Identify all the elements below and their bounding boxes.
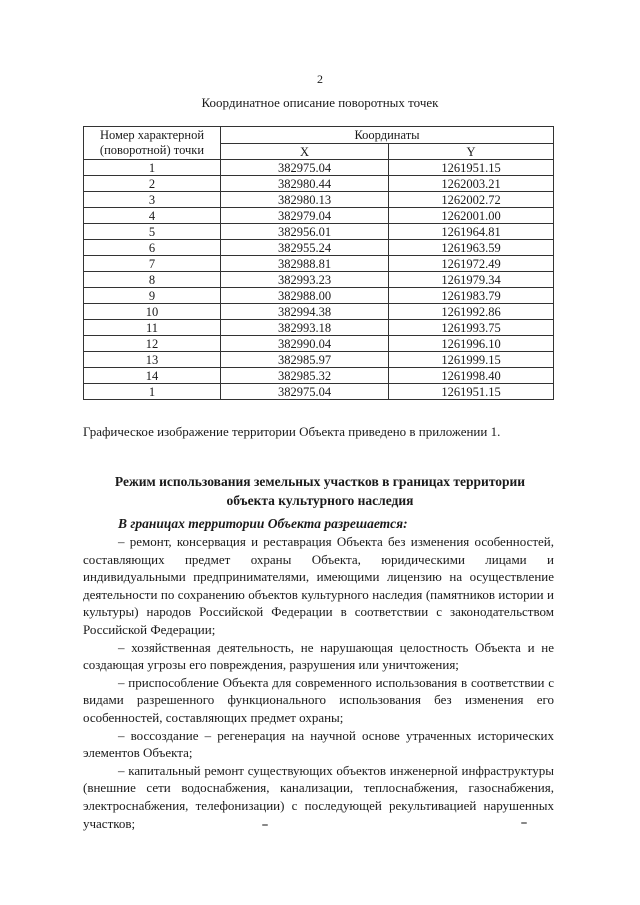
page-number: 2	[317, 72, 323, 86]
cell-x: 382980.13	[221, 192, 389, 208]
table-row	[84, 192, 554, 208]
cell-point-number: 3	[84, 192, 221, 208]
cell-y: 1261963.59	[389, 240, 554, 256]
cell-point-number: 5	[84, 224, 221, 240]
cell-x: 382979.04	[221, 208, 389, 224]
cell-y: 1262001.00	[389, 208, 554, 224]
cell-x: 382993.23	[221, 272, 389, 288]
table-row	[84, 320, 554, 336]
cell-point-number: 2	[84, 176, 221, 192]
cell-y: 1261972.49	[389, 256, 554, 272]
cell-y: 1262002.72	[389, 192, 554, 208]
cell-y: 1262003.21	[389, 176, 554, 192]
cell-point-number: 14	[84, 368, 221, 384]
cell-y: 1261951.15	[389, 160, 554, 176]
table-row	[84, 288, 554, 304]
table-row	[84, 304, 554, 320]
coordinates-body	[84, 160, 554, 400]
paragraph-economic-activity: – хозяйственная деятельность, не нарушающая целостность Объекта и не создающая угрозы его повреждения, разрушения или уничтожения;	[83, 639, 554, 673]
paragraph-restoration: – ремонт, консервация и реставрация Объекта без изменения особенностей, составляющих предмет охраны Объекта, юридическими лицами и индивидуальными предпринимателями, имеющими лицензию на осуществление деятельности по сохранению объектов культурного наследия (памятников истории и культуры) народов Российской Федерации в соответствии с законодательством Российской Федерации;	[83, 534, 554, 637]
paragraph-recreation: – воссоздание – регенерация на научной основе утраченных исторических элементов Объекта;	[83, 727, 554, 761]
paragraph-adaptation: – приспособление Объекта для современного использования в соответствии с видами разрешенного функционального использования без изменения его особенностей, составляющих предмет охраны;	[83, 674, 554, 725]
table-title: Координатное описание поворотных точек	[201, 95, 439, 110]
cell-point-number: 4	[84, 208, 221, 224]
cell-x: 382988.81	[221, 256, 389, 272]
table-row	[84, 272, 554, 288]
cell-point-number: 9	[84, 288, 221, 304]
table-row	[84, 256, 554, 272]
scan-artifacts	[0, 822, 640, 832]
cell-point-number: 1	[84, 160, 221, 176]
paragraph-infrastructure-repair: – капитальный ремонт существующих объектов инженерной инфраструктуры (внешние сети водоснабжения, канализации, теплоснабжения, газоснабжения, электроснабжения, телефонизации) с последующей рекультивацией нарушенных участков;	[83, 762, 554, 831]
cell-y: 1261993.75	[389, 320, 554, 336]
cell-y: 1261983.79	[389, 288, 554, 304]
cell-point-number: 10	[84, 304, 221, 320]
cell-point-number: 11	[84, 320, 221, 336]
header-x: X	[221, 144, 389, 160]
table-row	[84, 160, 554, 176]
table-row	[84, 384, 554, 400]
header-y: Y	[389, 144, 554, 160]
scan-mark	[262, 824, 268, 826]
section-title-line-2: объекта культурного наследия	[226, 493, 414, 508]
table-row	[84, 336, 554, 352]
cell-point-number: 1	[84, 384, 221, 400]
cell-x: 382990.04	[221, 336, 389, 352]
cell-y: 1261979.34	[389, 272, 554, 288]
header-point-number: Номер характерной (поворотной) точки	[84, 127, 221, 160]
cell-y: 1261951.15	[389, 384, 554, 400]
table-row	[84, 224, 554, 240]
cell-point-number: 12	[84, 336, 221, 352]
allowed-list	[83, 533, 554, 832]
table-row	[84, 176, 554, 192]
cell-y: 1261999.15	[389, 352, 554, 368]
cell-x: 382975.04	[221, 160, 389, 176]
table-row	[84, 240, 554, 256]
cell-x: 382980.44	[221, 176, 389, 192]
allowed-heading: В границах территории Объекта разрешается:	[118, 516, 408, 531]
cell-point-number: 6	[84, 240, 221, 256]
cell-point-number: 13	[84, 352, 221, 368]
cell-y: 1261992.86	[389, 304, 554, 320]
table-row	[84, 208, 554, 224]
cell-x: 382955.24	[221, 240, 389, 256]
cell-x: 382985.97	[221, 352, 389, 368]
cell-y: 1261998.40	[389, 368, 554, 384]
cell-x: 382993.18	[221, 320, 389, 336]
table-row	[84, 368, 554, 384]
cell-x: 382985.32	[221, 368, 389, 384]
coordinates-table	[83, 126, 554, 400]
cell-y: 1261996.10	[389, 336, 554, 352]
header-coordinates: Координаты	[221, 127, 554, 144]
cell-x: 382956.01	[221, 224, 389, 240]
table-row	[84, 352, 554, 368]
cell-x: 382988.00	[221, 288, 389, 304]
graphic-note: Графическое изображение территории Объекта приведено в приложении 1.	[83, 424, 501, 439]
cell-y: 1261964.81	[389, 224, 554, 240]
scan-mark	[521, 822, 527, 824]
cell-point-number: 8	[84, 272, 221, 288]
section-title-line-1: Режим использования земельных участков в границах территории	[114, 474, 526, 489]
section-title	[0, 472, 640, 510]
cell-x: 382975.04	[221, 384, 389, 400]
cell-x: 382994.38	[221, 304, 389, 320]
cell-point-number: 7	[84, 256, 221, 272]
